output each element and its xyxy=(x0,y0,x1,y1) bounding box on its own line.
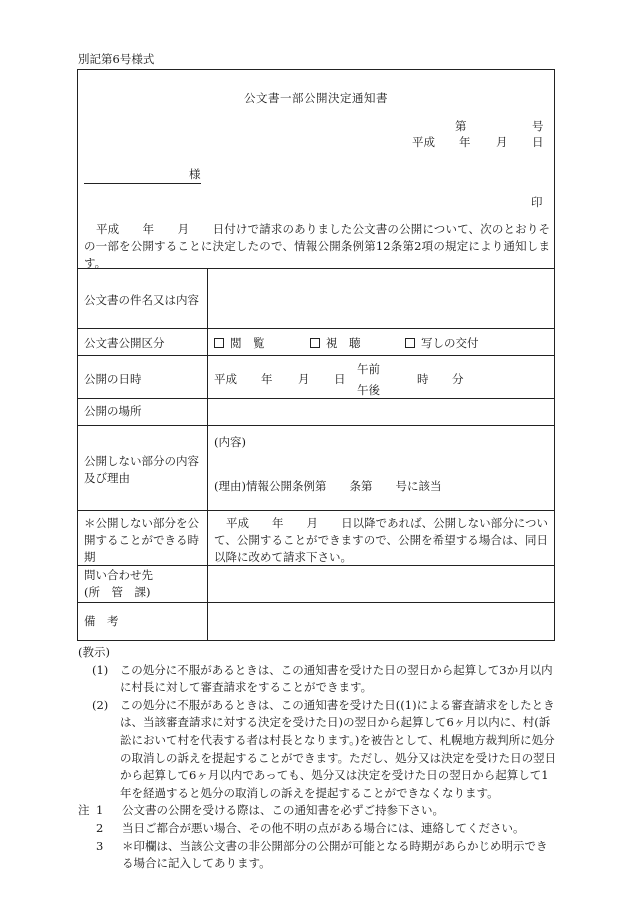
note-item: 3 ＊印欄は、当該公文書の非公開部分の公開が可能となる時期があらかじめ明示できる場合に記入してあります。 xyxy=(96,838,548,871)
datetime-am: 午前 xyxy=(357,362,380,376)
teaching-item: (2) この処分に不服があるときは、この通知書を受けた日((1)による審査請求をしたときは、当該審査請求に対する決定を受けた日)の翌日から起算して6ヶ月以内に、村(訴訟において村を代表する者は村長となります。)を被告として、札幌地方裁判所に処分の取消しの訴えを提起することができます。ただし、処分又は決定を受けた日の翌日から起算して6ヶ月以内であっても、処分又は決定を受けた日の翌日から起算して1年を経過すると処分の取消しの訴えを提起することができなくなります。 xyxy=(92,697,557,800)
document-title: 公文書一部公開決定通知書 xyxy=(244,91,388,105)
date-month: 月 xyxy=(496,135,508,149)
nondisclosed-label: 公開しない部分の内容及び理由 xyxy=(84,454,199,485)
date-era: 平成 xyxy=(412,135,435,149)
datetime-label: 公開の日時 xyxy=(84,372,142,386)
date-day: 日 xyxy=(532,135,544,149)
teaching-item: (1) この処分に不服があるときは、この通知書を受けた日の翌日から起算して3か月以内に村長に対して審査請求をすることができます。 xyxy=(92,662,553,695)
number-label: 第 xyxy=(455,119,467,133)
row-divider xyxy=(78,328,554,329)
category-label: 公文書公開区分 xyxy=(84,336,165,350)
remarks-label: 備 考 xyxy=(84,614,119,628)
row-divider xyxy=(78,398,554,399)
nondisclosed-reason: (理由)情報公開条例第 条第 号に該当 xyxy=(214,479,442,493)
datetime-hour: 時 xyxy=(417,372,429,386)
checkbox-icon[interactable] xyxy=(405,338,415,348)
teaching-heading: (教示) xyxy=(78,645,110,659)
checkbox-icon[interactable] xyxy=(310,338,320,348)
option-view[interactable]: 閲 覧 xyxy=(214,335,265,352)
note-item: 注 1 公文書の公開を受ける際は、この通知書を必ずご持参下さい。 xyxy=(78,803,444,818)
contact-label: 問い合わせ先 xyxy=(84,568,153,582)
contact-sublabel: (所 管 課) xyxy=(84,585,151,599)
number-suffix: 号 xyxy=(532,119,544,133)
row-divider xyxy=(78,355,554,356)
datetime-year: 年 xyxy=(261,372,273,386)
addressee-suffix: 様 xyxy=(189,167,201,181)
place-label: 公開の場所 xyxy=(84,404,142,418)
row-divider xyxy=(78,602,554,603)
row-divider xyxy=(78,510,554,511)
datetime-day: 日 xyxy=(334,372,346,386)
checkbox-icon[interactable] xyxy=(214,338,224,348)
future-label: ＊公開しない部分を公開することができる時期 xyxy=(84,516,199,564)
option-copy[interactable]: 写しの交付 xyxy=(405,335,479,352)
table-top-border xyxy=(78,268,554,269)
form-id: 別記第6号様式 xyxy=(78,52,155,66)
future-text: 平成 年 月 日以降であれば、公開しない部分について、公開することができますので、公開を希望する場合は、同日以降に改めて請求下さい。 xyxy=(214,516,548,564)
datetime-minute: 分 xyxy=(452,372,464,386)
table-column-divider xyxy=(207,268,208,640)
notice-frame xyxy=(77,69,555,641)
row-divider xyxy=(78,565,554,566)
datetime-pm: 午後 xyxy=(357,383,380,397)
notes-section xyxy=(78,644,558,873)
intro-paragraph: 平成 年 月 日付けで請求のありました公文書の公開について、次のとおりその一部を公開することに決定したので、情報公開条例第12条第2項の規定により通知します。 xyxy=(84,222,550,270)
option-listen[interactable]: 視 聴 xyxy=(310,335,361,352)
datetime-era: 平成 xyxy=(214,372,237,386)
addressee-name-line xyxy=(84,183,201,184)
row-divider xyxy=(78,425,554,426)
subject-label: 公文書の件名又は内容 xyxy=(84,293,199,307)
datetime-month: 月 xyxy=(298,372,310,386)
date-year: 年 xyxy=(459,135,471,149)
seal-mark: 印 xyxy=(531,195,543,209)
nondisclosed-content: (内容) xyxy=(214,435,246,449)
note-item: 2 当日ご都合が悪い場合、その他不明の点がある場合には、連絡してください。 xyxy=(96,820,525,835)
